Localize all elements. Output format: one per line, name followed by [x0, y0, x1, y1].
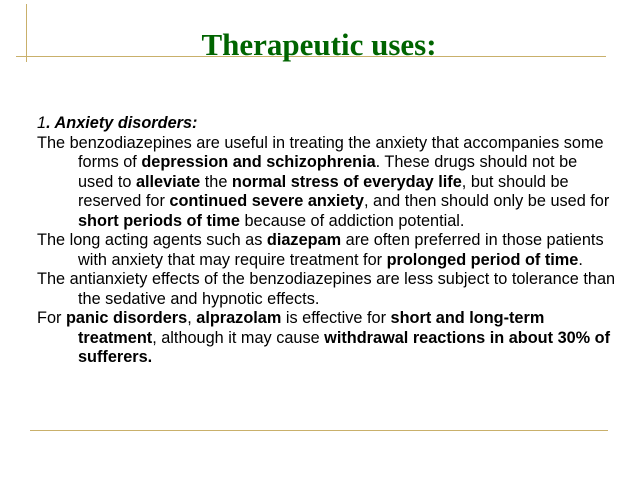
- body-text: are often preferred in those patients with anxiety that may require treatment for: [78, 231, 604, 269]
- emphasis-text: prolonged period of time: [386, 250, 579, 269]
- body-paragraph: [37, 309, 617, 368]
- body-text: the: [200, 172, 232, 191]
- body-text: , although it may cause: [152, 328, 325, 347]
- emphasis-text: panic disorders: [65, 309, 188, 327]
- emphasis-text: continued severe anxiety: [169, 192, 364, 210]
- body-text: The benzodiazepines are useful in treating the anxiety that accompanies some forms of: [37, 133, 604, 171]
- emphasis-text: alprazolam: [196, 309, 282, 327]
- body-paragraph: [37, 134, 617, 232]
- slide-title: Therapeutic uses:: [201, 27, 437, 62]
- section-heading: [37, 114, 617, 134]
- slide-body: [37, 114, 617, 368]
- emphasis-text: diazepam: [266, 231, 342, 249]
- body-text: is effective for: [281, 309, 391, 327]
- section-label: . Anxiety disorders:: [46, 114, 198, 132]
- emphasis-text: withdrawal reactions in about 30% of sufferers.: [78, 328, 611, 366]
- decorative-bottom-rule: [30, 430, 608, 431]
- body-paragraph: [37, 231, 617, 270]
- body-text: The long acting agents such as: [37, 231, 267, 249]
- paragraph-list: [37, 134, 617, 368]
- emphasis-text: normal stress of everyday life: [231, 172, 462, 191]
- emphasis-text: depression and schizophrenia: [141, 153, 376, 171]
- emphasis-text: short and long-term treatment: [78, 309, 545, 347]
- body-text: .: [578, 250, 583, 269]
- section-number: 1: [37, 114, 47, 132]
- body-text: . These drugs should not be used to: [78, 153, 578, 191]
- body-text: , but should be reserved for: [78, 172, 569, 210]
- body-text: For: [37, 309, 66, 327]
- body-text: , and then should only be used for: [363, 192, 610, 210]
- emphasis-text: short periods of time: [78, 211, 240, 230]
- body-text: The antianxiety effects of the benzodiazepines are less subject to tolerance than the sedative and hypnotic effects.: [37, 270, 616, 308]
- body-paragraph: [37, 270, 617, 309]
- body-text: because of addiction potential.: [239, 211, 465, 230]
- emphasis-text: alleviate: [135, 172, 201, 191]
- body-text: ,: [187, 309, 197, 327]
